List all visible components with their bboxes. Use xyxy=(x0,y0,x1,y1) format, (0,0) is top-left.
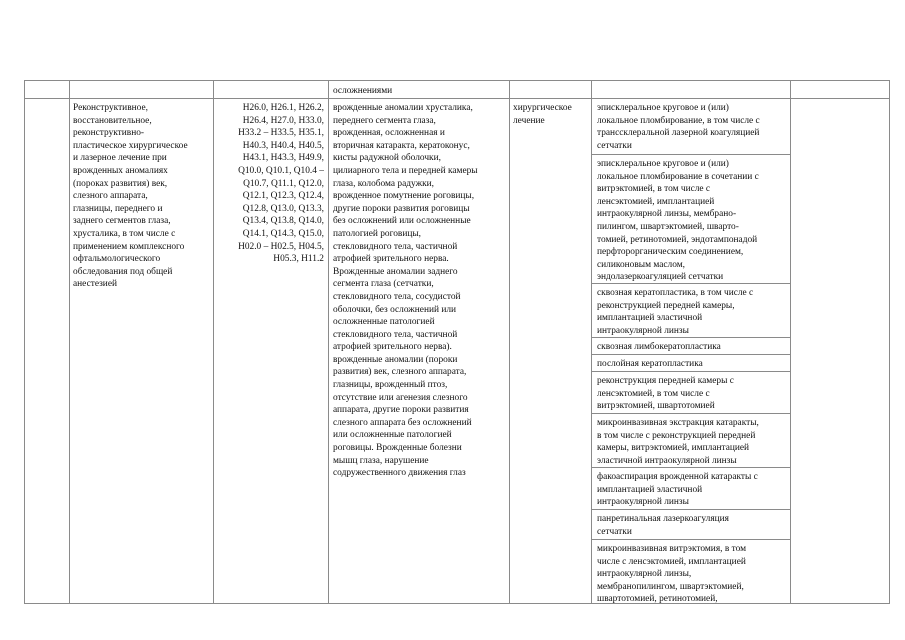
continued-cell-text: осложнениями xyxy=(333,86,393,96)
row-divider xyxy=(24,98,890,99)
diagnosis-text: врожденные аномалии хрусталика, переднего сегмента глаза, врожденная, осложненная и вторичная катаракта, кератоконус, кисты радужной оболочки, цилиарного тела и передней камеры глаза, колобома радужки, врожденное помутнение роговицы, другие пороки развития роговицы без осложнений или осложненные патологией роговицы, стекловидного тела, частичной атрофией зрительного нерва. Врожденные аномалии заднего сегмента глаза (сетчатки, стекловидного тела, сосудистой оболочки, без осложнений или осложненные патологией стекловидного тела, частичной атрофией зрительного нерва). врожденные аномалии (пороки развития) век, слезного аппарата, глазницы, врожденный птоз, отсутствие или агенезия слезного аппарата, другие пороки развития слезного аппарата без осложнений или осложненные патологией роговицы. Врожденные болезни мышц глаза, нарушение содружественного движения глаз xyxy=(333,103,478,479)
method-text: микроинвазивная экстракция катаракты, в том числе с реконструкцией передней камеры, витрэктомией, имплантацией эластичной интраокулярной линзы xyxy=(597,418,759,466)
treatment-type-text: хирургическое лечение xyxy=(513,103,572,126)
method-divider xyxy=(592,283,790,284)
column-divider xyxy=(790,80,791,604)
column-divider xyxy=(328,80,329,604)
method-divider xyxy=(592,337,790,338)
method-divider xyxy=(592,509,790,510)
table-border-left xyxy=(24,80,25,604)
care-group-text: Реконструктивное, восстановительное, реконструктивно- пластическое хирургическое и лазерное лечение при врожденных аномалиях (пороках развития) век, слезного аппарата, глазницы, переднего и заднего сегментов глаза, хрусталика, в том числе с применением комплексного офтальмологического обследования под общей анестезией xyxy=(73,103,188,290)
method-text: панретинальная лазеркоагуляция сетчатки xyxy=(597,514,729,537)
table-border-right xyxy=(889,80,890,604)
method-divider xyxy=(592,467,790,468)
method-divider xyxy=(592,371,790,372)
method-divider xyxy=(592,354,790,355)
method-text: эписклеральное круговое и (или) локальное пломбирование в сочетании с витрэктомией, в том числе с ленсэктомией, имплантацией интраокулярной линзы, мембрано- пилингом, швартэктомией, шварто- томией, ретинотомией, эндотампонадой перфторорганическим соединением, силиконовым маслом, эндолазеркоагуляцией сетчатки xyxy=(597,159,759,283)
column-divider xyxy=(69,80,70,604)
method-text: сквозная кератопластика, в том числе с реконструкцией передней камеры, имплантацией эластичной интраокулярной линзы xyxy=(597,288,754,336)
method-divider xyxy=(592,413,790,414)
column-divider xyxy=(213,80,214,604)
method-text: реконструкция передней камеры с ленсэктомией, в том числе с витрэктомией, швартотомией xyxy=(597,376,734,412)
icd-codes-text: H26.0, H26.1, H26.2, H26.4, H27.0, H33.0, H33.2 – H33.5, H35.1, H40.3, H40.4, H40.5, H43.1, H43.3, H49.9, Q10.0, Q10.1, Q10.4 – Q10.7, Q11.1, Q12.0, Q12.1, Q12.3, Q12.4, Q12.8, Q13.0, Q13.3, Q13.4, Q13.8, Q14.0, Q14.1, Q14.3, Q15.0, H02.0 – H02.5, H04.5, H05.3, H11.2 xyxy=(238,103,324,265)
method-divider xyxy=(592,154,790,155)
column-divider xyxy=(591,80,592,604)
method-text: микроинвазивная витрэктомия, в том числе с ленсэктомией, имплантацией интраокулярной линзы, мембранопилингом, швартэктомией, швартотомией, ретинотомией, xyxy=(597,544,747,605)
method-divider xyxy=(592,539,790,540)
method-text: сквозная лимбокератопластика xyxy=(597,342,721,352)
table-top-border xyxy=(24,80,890,81)
method-text: эписклеральное круговое и (или) локальное пломбирование, в том числе с транссклеральной лазерной коагуляцией сетчатки xyxy=(597,103,760,151)
column-divider xyxy=(509,80,510,604)
method-text: факоаспирация врожденной катаракты с имплантацией эластичной интраокулярной линзы xyxy=(597,472,758,508)
method-text: послойная кератопластика xyxy=(597,359,703,369)
